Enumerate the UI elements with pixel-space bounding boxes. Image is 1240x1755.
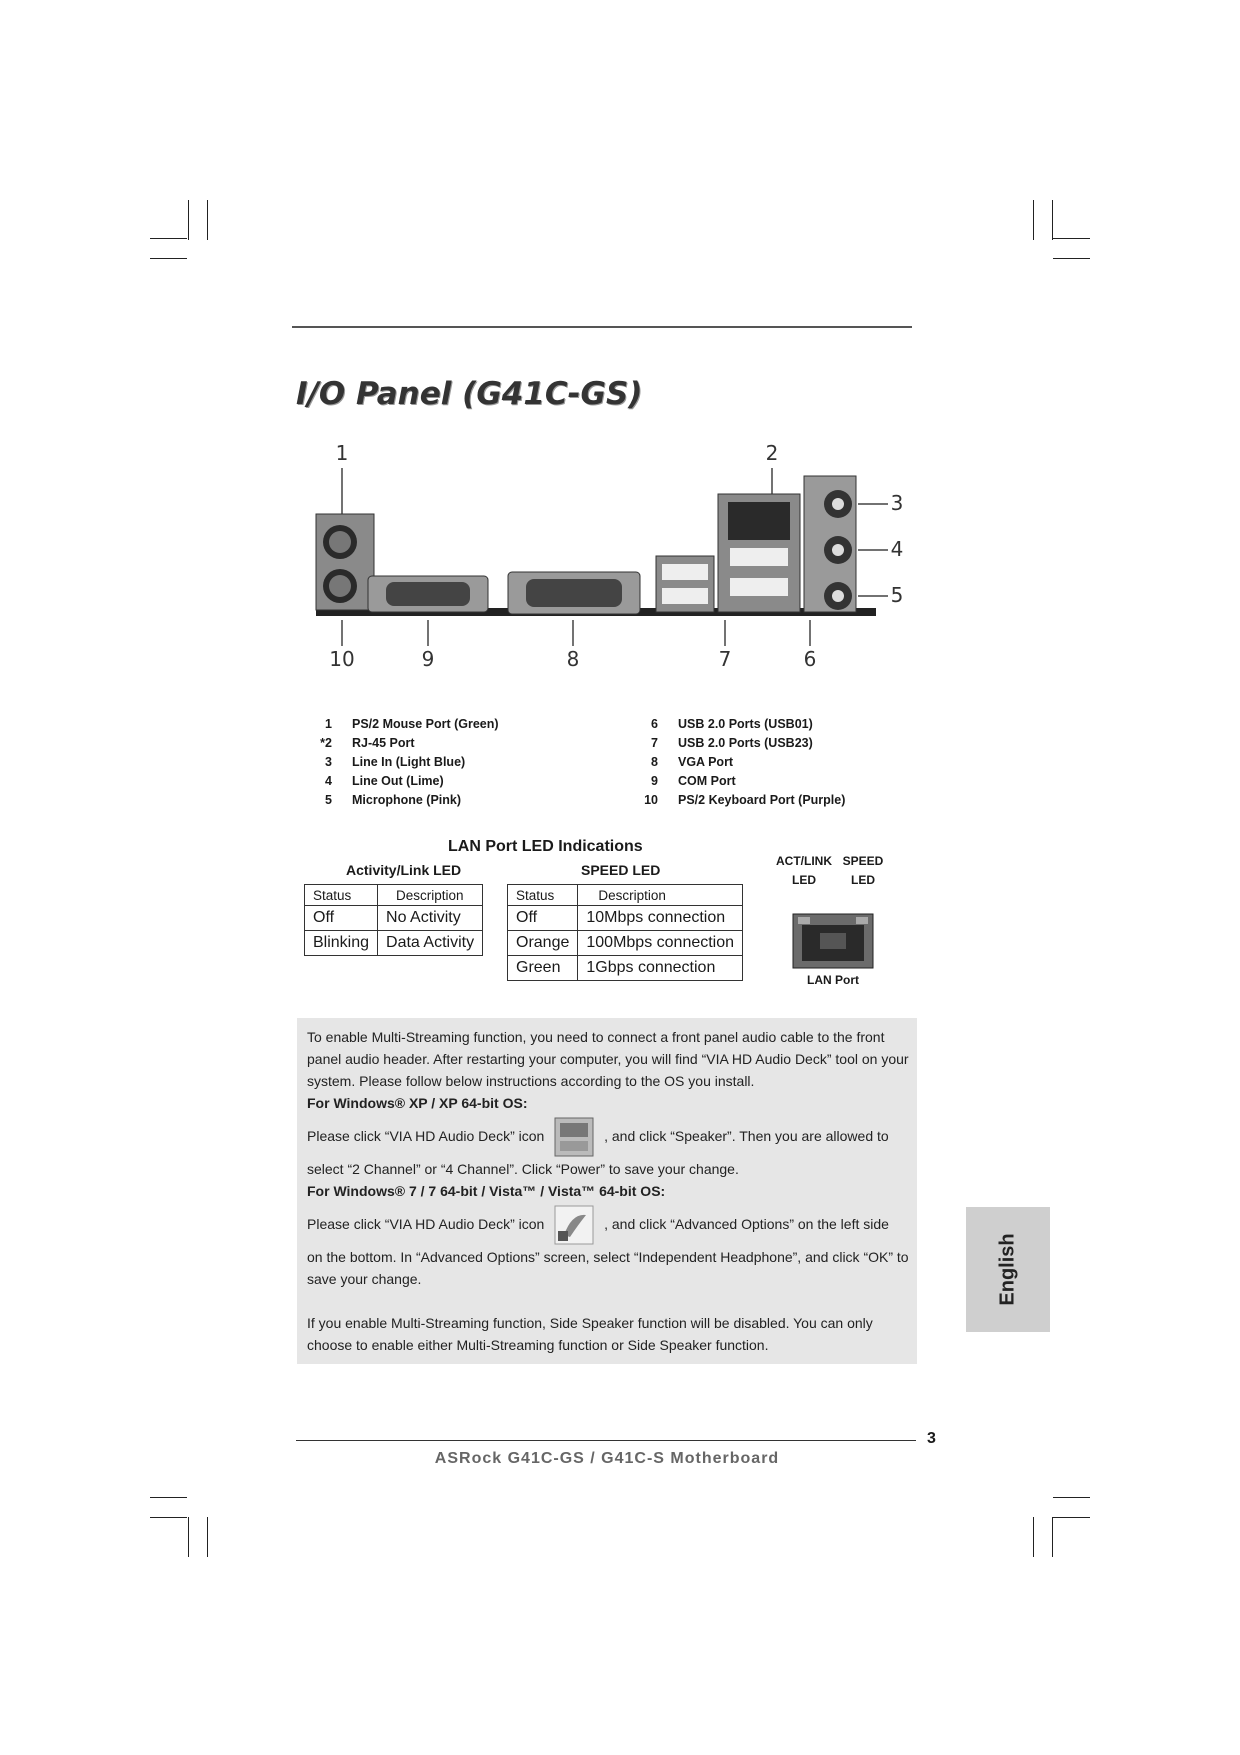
lan-port-image [792, 913, 874, 969]
table-cell: Off [305, 906, 378, 931]
port-legend-left [298, 715, 499, 810]
page-number: 3 [927, 1430, 936, 1447]
xp-heading: For Windows® XP / XP 64-bit OS: [307, 1095, 528, 1111]
info-paragraph: To enable Multi-Streaming function, you need to connect a front panel audio cable to the front panel audio header. After restarting your computer, you will find “VIA HD Audio Deck” tool on your system. Please follow below instructions according to the OS you install. [307, 1029, 909, 1089]
table-cell: 10Mbps connection [578, 906, 743, 931]
info-note: If you enable Multi-Streaming function, Side Speaker function will be disabled. You can only choose to enable either Multi-Streaming function or Side Speaker function. [307, 1315, 873, 1353]
language-tab-label: English [996, 1233, 1019, 1306]
table-cell: Orange [508, 931, 578, 956]
footer-rule [296, 1440, 916, 1441]
legend-item: 10 PS/2 Keyboard Port (Purple) [644, 793, 846, 807]
port-legend-right [624, 715, 845, 810]
callout-4: 4 [890, 537, 904, 561]
legend-item: 6 USB 2.0 Ports (USB01) [651, 717, 813, 731]
table-cell: Green [508, 956, 578, 981]
callout-3: 3 [890, 491, 904, 515]
legend-item: 3 Line In (Light Blue) [325, 755, 466, 769]
activity-led-table [304, 884, 483, 956]
win7-instruction: Please click “VIA HD Audio Deck” icon , and click “Advanced Options” on the left side [307, 1202, 917, 1246]
table-header: Description [378, 885, 483, 906]
page-title: I/O Panel (G41C-GS) [296, 376, 643, 412]
speed-led-label: SPEED LED [842, 854, 884, 887]
callout-8: 8 [566, 647, 580, 671]
table-cell: 100Mbps connection [578, 931, 743, 956]
speed-table-title: SPEED LED [581, 862, 661, 878]
table-cell: Off [508, 906, 578, 931]
io-panel-diagram [296, 438, 936, 678]
callout-6: 6 [803, 647, 817, 671]
legend-item: 7 USB 2.0 Ports (USB23) [651, 736, 813, 750]
callout-5: 5 [890, 583, 904, 607]
activity-table-title: Activity/Link LED [346, 862, 462, 878]
legend-item: 4 Line Out (Lime) [325, 774, 444, 788]
win7-heading: For Windows® 7 / 7 64-bit / Vista™ / Vista™ 64-bit OS: [307, 1183, 666, 1199]
table-cell: Blinking [305, 931, 378, 956]
language-tab [966, 1207, 1050, 1332]
table-header: Status [305, 885, 378, 906]
xp-instruction-cont: select “2 Channel” or “4 Channel”. Click “Power” to save your change. [307, 1161, 739, 1177]
led-section-title: LAN Port LED Indications [448, 838, 643, 855]
table-header: Description [578, 885, 743, 906]
callout-9: 9 [421, 647, 435, 671]
callout-10: 10 [329, 647, 355, 671]
table-cell: 1Gbps connection [578, 956, 743, 981]
xp-instruction: Please click “VIA HD Audio Deck” icon , and click “Speaker”. Then you are allowed to [307, 1114, 917, 1158]
via-hd-audio-deck-vista-icon [554, 1205, 594, 1245]
act-link-led-label: ACT/LINK LED [776, 854, 832, 887]
legend-item: *2 RJ-45 Port [320, 736, 415, 750]
header-rule [292, 326, 912, 328]
callout-1: 1 [335, 441, 349, 465]
legend-item: 5 Microphone (Pink) [325, 793, 462, 807]
legend-item: 9 COM Port [651, 774, 736, 788]
legend-item: 8 VGA Port [651, 755, 734, 769]
legend-item: 1 PS/2 Mouse Port (Green) [325, 717, 499, 731]
footer-text: ASRock G41C-GS / G41C-S Motherboard [434, 1450, 780, 1467]
multi-streaming-info [297, 1018, 917, 1364]
speed-led-table [507, 884, 743, 981]
table-header: Status [508, 885, 578, 906]
callout-7: 7 [718, 647, 732, 671]
lan-port-caption: LAN Port [807, 973, 859, 987]
via-hd-audio-deck-icon [554, 1117, 594, 1157]
table-cell: Data Activity [378, 931, 483, 956]
table-cell: No Activity [378, 906, 483, 931]
callout-2: 2 [765, 441, 779, 465]
win7-instruction-cont: on the bottom. In “Advanced Options” screen, select “Independent Headphone”, and click “OK” to save your change. [307, 1249, 909, 1287]
